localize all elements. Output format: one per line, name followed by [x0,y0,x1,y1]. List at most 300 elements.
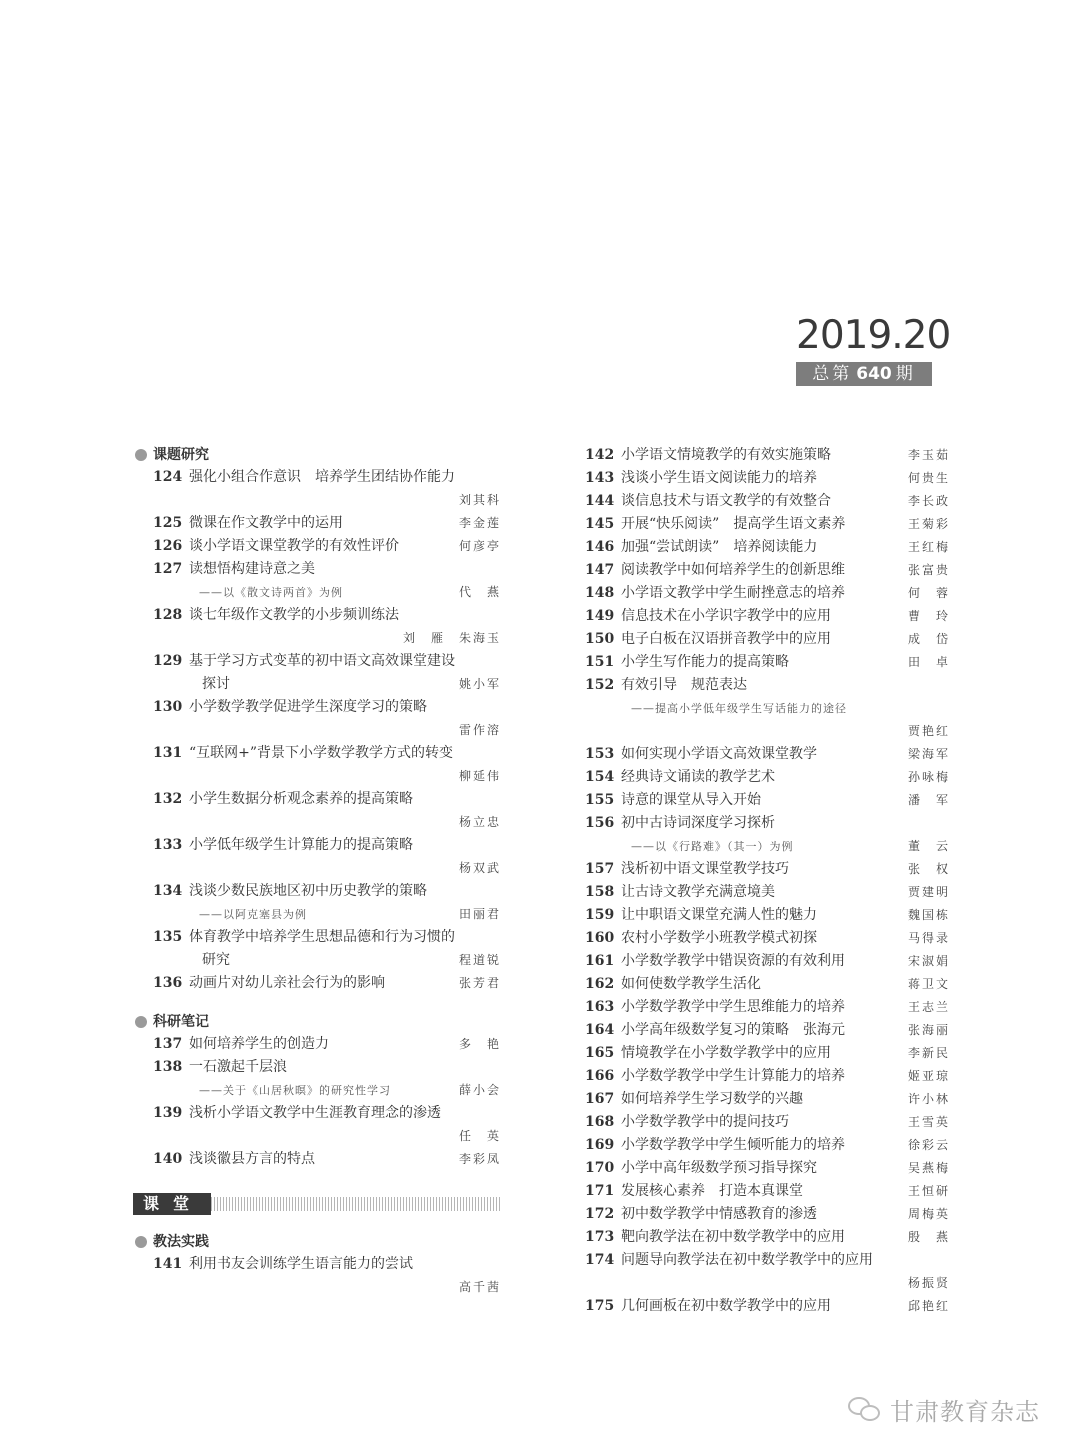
entry-title-line [153,1056,501,1079]
entry-subtitle-line [153,1079,501,1102]
entry-author: 李彩凤 [458,1152,501,1166]
toc-entry[interactable] [585,1226,950,1249]
entry-author: 代 燕 [458,585,501,599]
category-banner-label: 课堂 [133,1193,211,1215]
entry-title-wrap [585,582,888,605]
entry-title-line [153,650,501,673]
page-number: 162 [585,976,615,992]
entry-title: 情境教学在小学数学教学中的应用 [621,1045,831,1061]
entry-title: 小学数学教学中学生计算能力的培养 [621,1068,845,1084]
toc-entry[interactable] [585,605,950,628]
toc-entry[interactable] [133,535,501,558]
entry-title: 小学生写作能力的提高策略 [621,654,789,670]
page-number: 168 [585,1114,615,1130]
page-number: 153 [585,746,615,762]
page-number: 150 [585,631,615,647]
entry-author: 姬亚琼 [907,1069,950,1083]
entry-author: 王恒研 [907,1184,950,1198]
issue-total-suffix: 期 [895,364,916,384]
entry-title-line [585,674,950,697]
entry-title: 如何培养学生学习数学的兴趣 [621,1091,803,1107]
page-number: 141 [153,1256,183,1272]
entry-title-line [585,444,950,467]
entry-title-wrap [153,604,501,627]
entry-author: 董 云 [907,839,950,853]
toc-entry[interactable] [585,1157,950,1180]
entry-author: 张 权 [907,862,950,876]
toc-entry[interactable] [585,743,950,766]
entry-title-line [585,1203,950,1226]
entry-title-line [153,926,501,949]
entry-title: 小学中高年级数学预习指导探究 [621,1160,817,1176]
page-number: 139 [153,1105,183,1121]
entry-title-wrap [153,1056,501,1079]
toc-entry[interactable] [133,880,501,926]
entry-author: 田 卓 [907,655,950,669]
toc-entry[interactable] [585,812,950,858]
entry-title-continued: 研究 [202,952,230,968]
page-number: 127 [153,561,183,577]
entry-subtitle-line [153,903,501,926]
page-number: 132 [153,791,183,807]
entry-title: 如何使数学教学生活化 [621,976,761,992]
entry-title-wrap [585,789,888,812]
issue-total-number: 640 [856,364,892,384]
issue-total-badge [796,362,932,386]
toc-entry[interactable] [585,766,950,789]
entry-title-wrap [585,743,888,766]
page-number: 157 [585,861,615,877]
entry-title-wrap [585,1226,888,1249]
page-number: 147 [585,562,615,578]
entry-author: 杨立忠 [458,815,501,829]
entry-author: 殷 燕 [907,1230,950,1244]
section-title: 科研笔记 [153,1014,209,1030]
entry-title-line [585,1111,950,1134]
page-number: 156 [585,815,615,831]
page-number: 129 [153,653,183,669]
entry-title: 几何画板在初中数学教学中的应用 [621,1298,831,1314]
entry-title-wrap [153,535,439,558]
page-number: 144 [585,493,615,509]
toc-entry[interactable] [133,1253,501,1299]
entry-author: 柳延伟 [458,769,501,783]
entry-title: 小学数学教学促进学生深度学习的策略 [189,699,427,715]
entry-author: 刘 雁 朱海玉 [402,631,501,645]
entry-title-line [153,880,501,903]
entry-subtitle: ——以《行路难》（其一）为例 [631,840,794,853]
entry-author: 徐彩云 [907,1138,950,1152]
entry-title-line [153,466,501,489]
page-number: 143 [585,470,615,486]
entry-title-line [585,1088,950,1111]
toc-entry[interactable] [585,950,950,973]
toc-entry[interactable] [585,1203,950,1226]
entry-title: 初中古诗词深度学习探析 [621,815,775,831]
page-number: 138 [153,1059,183,1075]
entry-author: 孙咏梅 [907,770,950,784]
toc-entry[interactable] [133,466,501,512]
entry-title-line [585,605,950,628]
entry-title-line [585,858,950,881]
entry-title-line [153,512,501,535]
entry-title: 信息技术在小学识字教学中的应用 [621,608,831,624]
entry-title-wrap [153,742,501,765]
toc-entry[interactable] [585,1134,950,1157]
toc-entry[interactable] [133,1033,501,1056]
entry-author: 宋淑娟 [907,954,950,968]
entry-subtitle-line [585,835,950,858]
entry-title: 如何实现小学语文高效课堂教学 [621,746,817,762]
page-number: 131 [153,745,183,761]
banner-stripes [211,1197,501,1211]
wechat-watermark [848,1392,1040,1426]
entry-title-line [585,1134,950,1157]
page-number: 158 [585,884,615,900]
toc-entry[interactable] [133,512,501,535]
entry-title-wrap [153,650,501,673]
toc-entry[interactable] [133,926,501,972]
entry-title-line [585,950,950,973]
entry-subtitle-line [585,697,950,720]
issue-year: 2019.20 [796,313,951,358]
entry-title-wrap [585,490,888,513]
page-number: 124 [153,469,183,485]
page-number: 155 [585,792,615,808]
entry-title-wrap [585,1042,888,1065]
page-number: 149 [585,608,615,624]
page-number: 134 [153,883,183,899]
toc-entry[interactable] [585,996,950,1019]
entry-title-wrap [585,812,950,835]
entry-title-line [153,1033,501,1056]
entry-title-wrap [585,1134,888,1157]
entry-author: 蒋卫文 [907,977,950,991]
entry-title: 读想悟构建诗意之美 [189,561,315,577]
entry-title-line [153,788,501,811]
entry-title-line [585,467,950,490]
toc-entry[interactable] [133,788,501,834]
toc-entry[interactable] [585,858,950,881]
page-number: 140 [153,1151,183,1167]
toc-entry[interactable] [133,972,501,995]
toc-entry[interactable] [585,628,950,651]
page-number: 171 [585,1183,615,1199]
page-number: 166 [585,1068,615,1084]
toc-entry[interactable] [585,904,950,927]
entry-author: 任 英 [458,1129,501,1143]
entry-subtitle-line [153,581,501,604]
entry-title-wrap [585,444,888,467]
entry-author: 李玉茹 [907,448,950,462]
entry-subtitle: ——以阿克塞县为例 [199,908,307,921]
entry-title: 问题导向教学法在初中数学教学中的应用 [621,1252,873,1268]
toc-entry[interactable] [133,604,501,650]
entry-author: 雷作溶 [458,723,501,737]
entry-title-line [153,558,501,581]
entry-author: 贾建明 [907,885,950,899]
page-number: 142 [585,447,615,463]
entry-title: 农村小学数学小班教学模式初探 [621,930,817,946]
entry-author: 多 艳 [458,1037,501,1051]
entry-title-line [585,996,950,1019]
entry-title-wrap [585,1157,888,1180]
page-number: 173 [585,1229,615,1245]
entry-title-continued: 探讨 [202,676,230,692]
entry-title-line [585,743,950,766]
toc-entry[interactable] [585,444,950,467]
toc-entry[interactable] [585,1180,950,1203]
page-number: 165 [585,1045,615,1061]
toc-entry[interactable] [585,467,950,490]
entry-title-wrap [585,881,888,904]
entry-title-line [153,972,501,995]
entry-title: 有效引导 规范表达 [621,677,747,693]
issue-total-prefix: 总第 [812,364,853,384]
page-number: 161 [585,953,615,969]
entry-author: 李金莲 [458,516,501,530]
entry-title: 开展“快乐阅读” 提高学生语文素养 [621,516,846,532]
entry-title-wrap [153,696,501,719]
page-number: 152 [585,677,615,693]
entry-author: 周梅英 [907,1207,950,1221]
entry-author: 何 蓉 [907,586,950,600]
entry-title: 诗意的课堂从导入开始 [621,792,761,808]
toc-entry[interactable] [585,490,950,513]
entry-title-wrap [585,766,888,789]
entry-title-wrap [585,1111,888,1134]
entry-title-wrap [153,1102,501,1125]
page-number: 125 [153,515,183,531]
entry-title: 浅析初中语文课堂教学技巧 [621,861,789,877]
entry-title-line [585,651,950,674]
entry-title-wrap [585,1249,950,1272]
entry-title-line [585,881,950,904]
entry-title: 如何培养学生的创造力 [189,1036,329,1052]
entry-title-line [585,1295,950,1318]
entry-title: 谈小学语文课堂教学的有效性评价 [189,538,399,554]
entry-title-line [585,490,950,513]
entry-title-wrap [153,926,501,949]
entry-title-line [585,1249,950,1272]
toc-entry[interactable] [585,1019,950,1042]
page-number: 159 [585,907,615,923]
toc-entry[interactable] [585,536,950,559]
page-number: 133 [153,837,183,853]
entry-title-wrap [585,1295,888,1318]
page-number: 175 [585,1298,615,1314]
page-number: 135 [153,929,183,945]
entry-title: 微课在作文教学中的运用 [189,515,343,531]
entry-author: 王红梅 [907,540,950,554]
entry-title-wrap [153,558,501,581]
entry-author: 曹 玲 [907,609,950,623]
page-number: 148 [585,585,615,601]
entry-title-wrap [585,904,888,927]
entry-title-line [585,1180,950,1203]
entry-title-line [585,582,950,605]
toc-entry[interactable] [133,650,501,696]
section-title: 教法实践 [153,1234,209,1250]
page-number: 154 [585,769,615,785]
toc-entry[interactable] [585,1065,950,1088]
entry-title-line [585,1226,950,1249]
entry-continuation-line [153,949,501,972]
entry-title: 小学数学教学中学生倾听能力的培养 [621,1137,845,1153]
entry-title-wrap [585,559,888,582]
page-number: 126 [153,538,183,554]
page-number: 130 [153,699,183,715]
entry-title: 一石激起千层浪 [189,1059,287,1075]
entry-title: 小学数学教学中学生思维能力的培养 [621,999,845,1015]
page-number: 164 [585,1022,615,1038]
entry-author: 李新民 [907,1046,950,1060]
entry-title-wrap [585,858,888,881]
toc-entry[interactable] [133,558,501,604]
entry-title: 小学语文教学中学生耐挫意志的培养 [621,585,845,601]
entry-title: 小学生数据分析观念素养的提高策略 [189,791,413,807]
toc-entry[interactable] [585,674,950,743]
entry-title: 经典诗文诵读的教学艺术 [621,769,775,785]
toc-entry[interactable] [585,1249,950,1295]
entry-title-wrap [585,1065,888,1088]
toc-entry[interactable] [585,973,950,996]
entry-title-wrap [585,628,888,651]
entry-author: 魏国栋 [907,908,950,922]
entry-author: 贾艳红 [907,724,950,738]
entry-title-line [585,513,950,536]
entry-title-wrap [153,1148,439,1171]
page-number: 151 [585,654,615,670]
entry-title: 小学数学教学中错误资源的有效利用 [621,953,845,969]
page-number: 172 [585,1206,615,1222]
entry-title-wrap [153,788,501,811]
entry-title-wrap [585,605,888,628]
page-number: 169 [585,1137,615,1153]
entry-title: 体育教学中培养学生思想品德和行为习惯的 [189,929,455,945]
entry-title-wrap [585,513,888,536]
toc-entry[interactable] [585,927,950,950]
entry-title-wrap [585,1203,888,1226]
entry-title-line [585,1065,950,1088]
entry-title: 电子白板在汉语拼音教学中的应用 [621,631,831,647]
entry-title-line [585,1157,950,1180]
entry-author: 何贵生 [907,471,950,485]
entry-title-line [153,604,501,627]
entry-continuation-line [153,673,501,696]
toc-entry[interactable] [133,834,501,880]
entry-title-line [585,628,950,651]
entry-title: 小学语文情境教学的有效实施策略 [621,447,831,463]
wechat-icon [848,1395,882,1423]
toc-entry[interactable] [585,881,950,904]
entry-title: 让古诗文教学充满意境美 [621,884,775,900]
toc-entry[interactable] [133,1148,501,1171]
entry-author: 张富贵 [907,563,950,577]
toc-entry[interactable] [133,742,501,788]
toc-entry[interactable] [585,789,950,812]
entry-title-line [585,973,950,996]
entry-title: 小学高年级数学复习的策略 张海元 [621,1022,845,1038]
category-banner [133,1193,501,1215]
entry-title-line [585,1019,950,1042]
entry-title-line [585,536,950,559]
toc-entry[interactable] [585,559,950,582]
page-number: 137 [153,1036,183,1052]
entry-author: 张海丽 [907,1023,950,1037]
entry-title: 强化小组合作意识 培养学生团结协作能力 [189,469,455,485]
entry-author: 程道锐 [458,953,501,967]
entry-title-line [153,1148,501,1171]
section-heading [133,1011,501,1033]
entry-title: 让中职语文课堂充满人性的魅力 [621,907,817,923]
toc-entry[interactable] [585,1111,950,1134]
toc-entry[interactable] [133,1056,501,1102]
page-number: 128 [153,607,183,623]
entry-author: 王菊彩 [907,517,950,531]
entry-title-line [585,559,950,582]
toc-entry[interactable] [585,651,950,674]
entry-title: 浅析小学语文教学中生涯教育理念的渗透 [189,1105,441,1121]
entry-author: 何彦亭 [458,539,501,553]
entry-title-wrap [585,973,888,996]
entry-title-wrap [585,996,888,1019]
entry-author: 马得录 [907,931,950,945]
entry-author: 张芳君 [458,976,501,990]
entry-title-line [153,834,501,857]
entry-author: 田丽君 [458,907,501,921]
entry-subtitle: ——以《散文诗两首》为例 [199,586,343,599]
entry-author: 薛小会 [458,1083,501,1097]
entry-author: 高千茜 [458,1280,501,1294]
entry-title-line [153,535,501,558]
entry-title-wrap [585,1019,888,1042]
toc-entry[interactable] [585,1088,950,1111]
toc-entry[interactable] [585,1042,950,1065]
entry-author: 许小林 [907,1092,950,1106]
entry-title-wrap [585,1180,888,1203]
entry-author: 刘其科 [458,493,501,507]
toc-entry[interactable] [133,1102,501,1148]
entry-title-wrap [585,467,888,490]
entry-author: 王雪英 [907,1115,950,1129]
entry-title-line [585,927,950,950]
entry-author: 潘 军 [907,793,950,807]
entry-title-wrap [153,972,439,995]
entry-title-line [585,766,950,789]
toc-left-column [133,444,501,1299]
entry-author: 杨双武 [458,861,501,875]
entry-title: 动画片对幼儿亲社会行为的影响 [189,975,385,991]
entry-title-line [585,812,950,835]
toc-entry[interactable] [585,582,950,605]
toc-entry[interactable] [133,696,501,742]
entry-title: 谈信息技术与语文教学的有效整合 [621,493,831,509]
entry-title-wrap [153,1033,439,1056]
section-title: 课题研究 [153,447,209,463]
issue-block [796,312,951,386]
entry-title-wrap [585,674,950,697]
entry-author: 杨振贤 [907,1276,950,1290]
page-number: 160 [585,930,615,946]
entry-author: 吴燕梅 [907,1161,950,1175]
entry-title: “互联网+”背景下小学数学教学方式的转变 [189,745,454,761]
entry-title-wrap [585,1088,888,1111]
toc-entry[interactable] [585,1295,950,1318]
toc-entry[interactable] [585,513,950,536]
toc-right-column [585,444,950,1318]
entry-title-wrap [153,466,501,489]
